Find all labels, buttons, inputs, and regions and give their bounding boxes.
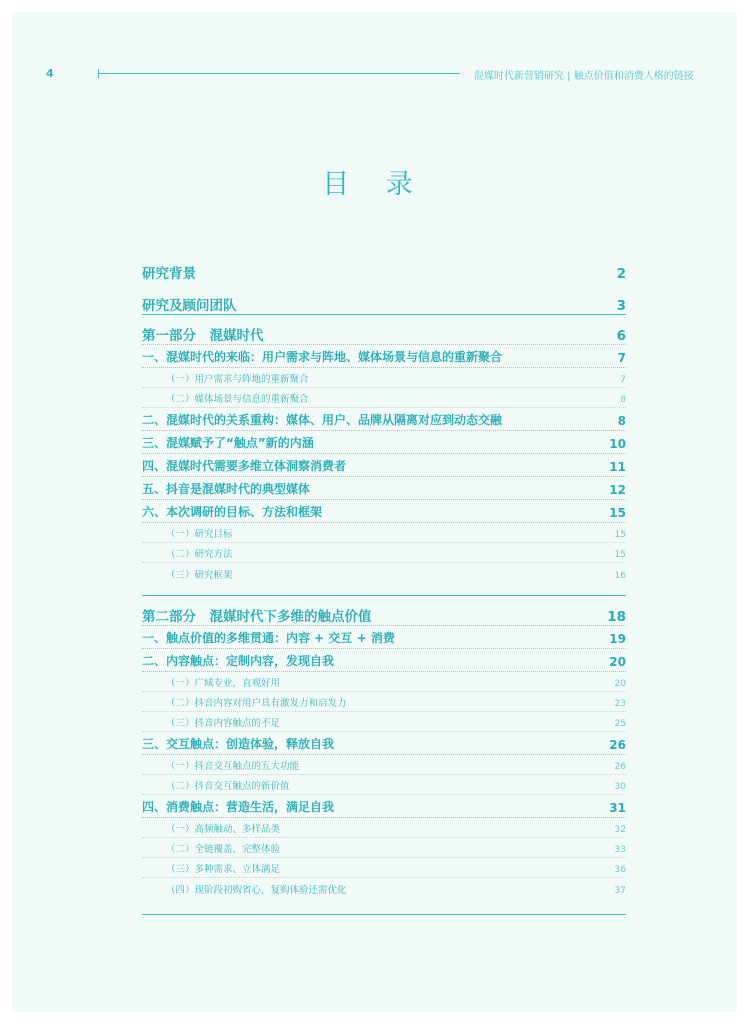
toc-subsection-page: 26 <box>614 762 626 772</box>
toc-entry-label: 研究背景 <box>142 266 196 282</box>
toc-entry-label: 研究及顾问团队 <box>142 298 237 314</box>
toc-subsection[interactable] <box>142 692 626 712</box>
toc-subsection[interactable] <box>142 712 626 732</box>
toc-section[interactable] <box>142 454 626 477</box>
toc-subsection-page: 36 <box>614 865 626 875</box>
toc-part-label: 第二部分 混媒时代下多维的触点价值 <box>142 609 372 625</box>
toc-part-page: 6 <box>616 328 626 344</box>
toc-subsection-label: （三）多种需求、立体满足 <box>166 864 281 875</box>
toc-subsection-page: 25 <box>614 719 626 729</box>
toc-subsection[interactable] <box>142 878 626 898</box>
toc-section-label: 三、混媒赋予了“触点”新的内涵 <box>142 436 314 450</box>
toc-subsection-page: 20 <box>614 679 626 689</box>
toc-section[interactable] <box>142 408 626 431</box>
toc-section-page: 8 <box>617 414 626 428</box>
toc-part-2[interactable] <box>142 596 626 626</box>
toc-section-page: 15 <box>609 506 626 520</box>
toc-section-page: 12 <box>609 483 626 497</box>
toc-subsection[interactable] <box>142 775 626 795</box>
toc-section[interactable] <box>142 626 626 649</box>
toc-subsection[interactable] <box>142 818 626 838</box>
toc-subsection-page: 15 <box>614 530 626 540</box>
toc-subsection[interactable] <box>142 543 626 563</box>
toc-subsection[interactable] <box>142 755 626 775</box>
page-number: 4 <box>46 67 54 80</box>
toc-entry-team[interactable] <box>142 282 626 314</box>
toc-section-label: 一、混媒时代的来临：用户需求与阵地、媒体场景与信息的重新聚合 <box>142 350 503 364</box>
toc-section-page: 31 <box>609 801 626 815</box>
toc-subsection-page: 30 <box>614 782 626 792</box>
toc-section-page: 20 <box>609 655 626 669</box>
toc-subsection-label: （一）抖音交互触点的五大功能 <box>166 761 300 772</box>
toc-subsection-page: 7 <box>620 375 626 385</box>
toc-section-label: 四、混媒时代需要多维立体洞察消费者 <box>142 459 347 473</box>
toc-section[interactable] <box>142 732 626 755</box>
toc-section-label: 三、交互触点：创造体验，释放自我 <box>142 737 335 751</box>
document-page <box>12 12 737 1012</box>
toc-end-rule <box>142 914 626 915</box>
toc-subsection-label: （一）用户需求与阵地的重新聚合 <box>166 374 309 385</box>
table-of-contents <box>142 250 626 915</box>
toc-entry-page: 2 <box>616 266 626 282</box>
toc-section-label: 六、本次调研的目标、方法和框架 <box>142 505 323 519</box>
toc-section[interactable] <box>142 649 626 672</box>
toc-subsection-label: （三）研究框架 <box>166 570 233 581</box>
toc-entry-page: 3 <box>616 298 626 314</box>
toc-section-page: 10 <box>609 437 626 451</box>
toc-section-page: 19 <box>609 632 626 646</box>
toc-section[interactable] <box>142 345 626 368</box>
toc-section-page: 11 <box>609 460 626 474</box>
toc-subsection-label: （二）媒体场景与信息的重新聚合 <box>166 394 309 405</box>
toc-part-1[interactable] <box>142 315 626 345</box>
toc-section-page: 26 <box>609 738 626 752</box>
running-title: 混媒时代新营销研究 | 触点价值和消费人格的链接 <box>474 71 694 82</box>
toc-subsection-label: （二）抖音交互触点的新价值 <box>166 781 290 792</box>
header-rule <box>98 73 460 74</box>
toc-section[interactable] <box>142 500 626 523</box>
toc-subsection[interactable] <box>142 388 626 408</box>
page-title: 目 录 <box>322 169 427 200</box>
toc-subsection-page: 16 <box>614 571 626 581</box>
toc-subsection[interactable] <box>142 368 626 388</box>
toc-section-page: 7 <box>617 351 626 365</box>
toc-subsection-page: 23 <box>614 699 626 709</box>
toc-subsection[interactable] <box>142 672 626 692</box>
toc-subsection-label: （二）研究方法 <box>166 549 233 560</box>
toc-subsection[interactable] <box>142 838 626 858</box>
toc-section[interactable] <box>142 795 626 818</box>
toc-subsection-page: 8 <box>620 395 626 405</box>
toc-section[interactable] <box>142 431 626 454</box>
toc-subsection-page: 37 <box>614 886 626 896</box>
toc-section-label: 四、消费触点：营造生活，满足自我 <box>142 800 335 814</box>
toc-subsection-label: （四）现阶段初购省心，复购体验还需优化 <box>166 885 347 896</box>
toc-section[interactable] <box>142 477 626 500</box>
toc-subsection[interactable] <box>142 563 626 583</box>
toc-subsection-label: （二）抖音内容对用户具有激发力和启发力 <box>166 698 347 709</box>
toc-entry-background[interactable] <box>142 250 626 282</box>
toc-subsection-label: （二）全链覆盖、完整体验 <box>166 844 281 855</box>
toc-section-label: 二、内容触点：定制内容，发现自我 <box>142 654 335 668</box>
toc-subsection[interactable] <box>142 858 626 878</box>
toc-subsection-page: 15 <box>614 550 626 560</box>
toc-part-page: 18 <box>607 609 626 625</box>
toc-section-label: 一、触点价值的多维贯通：内容 + 交互 + 消费 <box>142 631 395 645</box>
toc-subsection-label: （三）抖音内容触点的不足 <box>166 718 281 729</box>
toc-subsection-label: （一）广域专业，直观好用 <box>166 678 281 689</box>
toc-part-label: 第一部分 混媒时代 <box>142 328 264 344</box>
toc-subsection-page: 32 <box>614 825 626 835</box>
toc-subsection-page: 33 <box>614 845 626 855</box>
toc-subsection-label: （一）高频触动、多样品类 <box>166 824 281 835</box>
toc-section-label: 五、抖音是混媒时代的典型媒体 <box>142 482 311 496</box>
toc-subsection[interactable] <box>142 523 626 543</box>
toc-subsection-label: （一）研究目标 <box>166 529 233 540</box>
toc-section-label: 二、混媒时代的关系重构：媒体、用户、品牌从隔离对应到动态交融 <box>142 413 503 427</box>
